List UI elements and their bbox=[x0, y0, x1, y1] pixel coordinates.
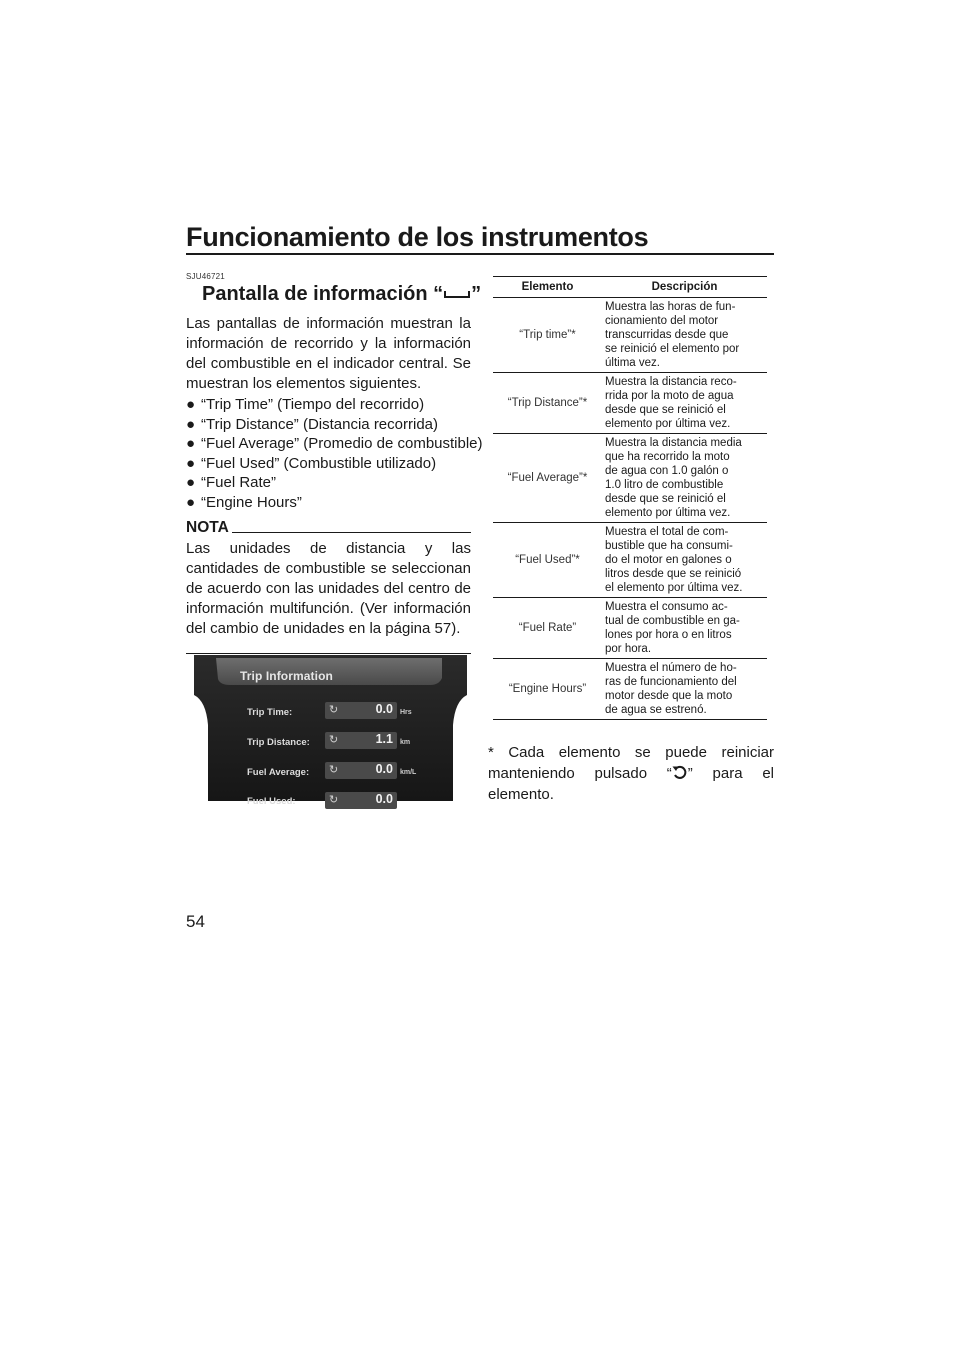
display-value-field bbox=[325, 792, 397, 809]
page-number: 54 bbox=[186, 912, 205, 931]
table-header-row bbox=[493, 277, 767, 298]
description-line: desde que se reinició el bbox=[605, 404, 726, 416]
table-cell-description bbox=[602, 434, 767, 523]
description-line: elemento por última vez. bbox=[605, 418, 731, 430]
section-title-text: Pantalla de información “ bbox=[202, 283, 444, 305]
table-cell-element: “Trip time”* bbox=[493, 298, 602, 373]
description-line: Muestra la distancia media bbox=[605, 437, 742, 449]
title-rule bbox=[186, 253, 774, 255]
display-unit: km bbox=[400, 739, 411, 746]
display-title: Trip Information bbox=[240, 669, 333, 683]
display-value: 0.0 bbox=[375, 792, 393, 806]
intro-paragraph: Las pantallas de información muestran la información de recorrido y la información del combustible en el indicador central. Se muestran los elementos siguientes. bbox=[186, 315, 471, 392]
table-cell-description bbox=[602, 298, 767, 373]
element-bullet-list bbox=[186, 395, 483, 512]
description-line: última vez. bbox=[605, 357, 660, 369]
table-cell-element: “Trip Distance”* bbox=[493, 373, 602, 434]
reset-icon bbox=[672, 765, 688, 780]
page-title: Funcionamiento de los instrumentos bbox=[186, 222, 649, 252]
description-line: lones por hora o en litros bbox=[605, 629, 732, 641]
display-value-field bbox=[325, 732, 397, 749]
footnote-text-end: ” para el elemento. bbox=[488, 765, 775, 803]
display-value: 1.1 bbox=[375, 732, 393, 746]
left-column bbox=[186, 272, 483, 654]
description-line: Muestra el consumo ac- bbox=[605, 601, 728, 613]
reset-icon: ↻ bbox=[329, 704, 339, 716]
reset-footnote bbox=[488, 742, 774, 805]
list-item-text: “Engine Hours” bbox=[201, 493, 302, 511]
display-unit: Hrs bbox=[400, 709, 412, 716]
description-line: do el motor en galones o bbox=[605, 554, 732, 566]
description-line: transcurridas desde que bbox=[605, 329, 729, 341]
info-display-glyph-icon bbox=[444, 291, 470, 298]
display-value-field bbox=[325, 702, 397, 719]
table-cell-description bbox=[602, 659, 767, 720]
description-line: bustible que ha consumi- bbox=[605, 540, 733, 552]
table-cell-description bbox=[602, 373, 767, 434]
display-unit: km/L bbox=[400, 769, 417, 776]
description-line: que ha recorrido la moto bbox=[605, 451, 730, 463]
table-cell-description bbox=[602, 598, 767, 659]
description-line: Muestra el total de com- bbox=[605, 526, 729, 538]
display-row-label: Trip Distance: bbox=[247, 737, 310, 748]
description-line: Muestra la distancia reco- bbox=[605, 376, 737, 388]
nota-paragraph: Las unidades de distancia y las cantidades de combustible se seleccionan de acuerdo con las unidades del centro de información multifunción. (Ver información del cambio de unidades en la página 57). bbox=[186, 540, 471, 637]
table-cell-element: “Fuel Used”* bbox=[493, 523, 602, 598]
section-code: SJU46721 bbox=[186, 272, 225, 281]
list-item-text: “Fuel Average” (Promedio de combustible) bbox=[201, 435, 483, 452]
list-item bbox=[186, 473, 471, 493]
description-line: de agua se estrenó. bbox=[605, 704, 707, 716]
list-item-text: “Fuel Rate” bbox=[201, 474, 277, 491]
display-value: 0.0 bbox=[375, 762, 393, 776]
list-item bbox=[186, 434, 483, 454]
description-line: Muestra el número de ho- bbox=[605, 662, 737, 674]
list-item-text: “Trip Time” (Tiempo del recorrido) bbox=[201, 396, 425, 413]
table-row bbox=[493, 598, 767, 659]
description-line: tual de combustible en ga- bbox=[605, 615, 740, 627]
column-header-elemento: Elemento bbox=[493, 277, 602, 298]
display-row-label: Trip Time: bbox=[247, 707, 293, 718]
display-value-field bbox=[325, 762, 397, 779]
nota-heading bbox=[186, 519, 471, 537]
description-line: rrida por la moto de agua bbox=[605, 390, 734, 402]
description-line: elemento por última vez. bbox=[605, 507, 731, 519]
display-row-label: Fuel Used: bbox=[247, 796, 296, 807]
table-row bbox=[493, 659, 767, 720]
description-line: motor desde que la moto bbox=[605, 690, 733, 702]
list-item-text: “Trip Distance” (Distancia recorrida) bbox=[201, 415, 438, 433]
table-cell-element: “Engine Hours” bbox=[493, 659, 602, 720]
description-line: litros desde que se reinició bbox=[605, 568, 742, 580]
list-item-text: “Fuel Used” (Combustible utilizado) bbox=[201, 454, 437, 472]
description-line: 1.0 litro de combustible bbox=[605, 479, 724, 491]
display-value: 0.0 bbox=[375, 702, 393, 716]
description-line: se reinició el elemento por bbox=[605, 343, 740, 355]
nota-rule bbox=[232, 532, 471, 533]
description-line: por hora. bbox=[605, 643, 652, 655]
list-item bbox=[186, 395, 471, 415]
table-row bbox=[493, 434, 767, 523]
bullet-icon: ● bbox=[186, 474, 196, 491]
description-line: el elemento por última vez. bbox=[605, 582, 743, 594]
description-line: de agua con 1.0 galón o bbox=[605, 465, 729, 477]
list-item bbox=[186, 493, 471, 513]
reset-icon: ↻ bbox=[329, 734, 339, 746]
bullet-icon: ● bbox=[186, 396, 196, 413]
table-cell-element: “Fuel Average”* bbox=[493, 434, 602, 523]
description-line: cionamiento del motor bbox=[605, 315, 719, 327]
reset-icon: ↻ bbox=[329, 794, 339, 806]
element-description-table bbox=[493, 276, 767, 720]
reset-icon: ↻ bbox=[329, 764, 339, 776]
bullet-icon: ● bbox=[186, 415, 196, 433]
bullet-icon: ● bbox=[186, 454, 196, 472]
display-row-label: Fuel Average: bbox=[247, 767, 310, 778]
trip-information-display bbox=[194, 655, 467, 807]
description-line: Muestra las horas de fun- bbox=[605, 301, 736, 313]
table-row bbox=[493, 373, 767, 434]
description-line: ras de funcionamiento del bbox=[605, 676, 737, 688]
column-header-descripcion: Descripción bbox=[602, 277, 767, 298]
nota-label: NOTA bbox=[186, 519, 229, 536]
list-item bbox=[186, 454, 471, 474]
table-row bbox=[493, 523, 767, 598]
section-title-close: ” bbox=[471, 283, 482, 305]
bullet-icon: ● bbox=[186, 493, 196, 511]
list-item bbox=[186, 415, 471, 435]
section-title bbox=[202, 283, 482, 306]
nota-end-rule bbox=[186, 653, 471, 654]
table-cell-description bbox=[602, 523, 767, 598]
description-line: desde que se reinició el bbox=[605, 493, 726, 505]
table-row bbox=[493, 298, 767, 373]
table-cell-element: “Fuel Rate” bbox=[493, 598, 602, 659]
footnote-text: * Cada elemento se puede reiniciar manteniendo pulsado “ bbox=[488, 744, 774, 782]
bullet-icon: ● bbox=[186, 435, 196, 452]
